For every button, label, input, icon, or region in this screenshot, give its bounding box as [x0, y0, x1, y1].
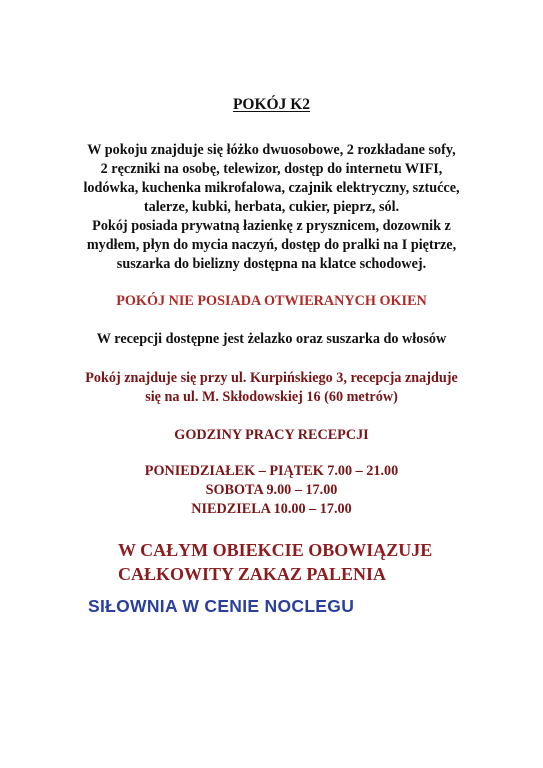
description-line: Pokój posiada prywatną łazienkę z prysznicem, dozownik z [92, 218, 451, 234]
smoking-ban-notice [118, 538, 432, 586]
hours-line: NIEDZIELA 10.00 – 17.00 [191, 501, 352, 517]
smoking-ban-line: CAŁKOWITY ZAKAZ PALENIA [118, 564, 387, 584]
room-description [0, 141, 543, 274]
address-line: się na ul. M. Skłodowskiej 16 (60 metrów) [145, 389, 398, 405]
hours-line: SOBOTA 9.00 – 17.00 [205, 482, 338, 498]
description-line: mydłem, płyn do mycia naczyń, dostęp do pralki na I piętrze, [86, 237, 457, 253]
reception-hours-title: GODZINY PRACY RECEPCJI [174, 427, 369, 443]
smoking-ban-line: W CAŁYM OBIEKCIE OBOWIĄZUJE [118, 540, 433, 560]
reception-hours [0, 462, 543, 519]
page-title: POKÓJ K2 [232, 96, 311, 113]
hours-line: PONIEDZIAŁEK – PIĄTEK 7.00 – 21.00 [144, 463, 399, 479]
reception-items-info: W recepcji dostępne jest żelazko oraz suszarka do włosów [96, 331, 447, 347]
gym-notice: SIŁOWNIA W CENIE NOCLEGU [88, 596, 355, 616]
address-info [0, 369, 543, 407]
description-line: suszarka do bielizny dostępna na klatce schodowej. [116, 256, 427, 272]
description-line: lodówka, kuchenka mikrofalowa, czajnik elektryczny, sztućce, [83, 180, 460, 196]
description-line: W pokoju znajduje się łóżko dwuosobowe, 2 rozkładane sofy, [87, 142, 456, 158]
no-windows-notice: POKÓJ NIE POSIADA OTWIERANYCH OKIEN [116, 293, 427, 309]
description-line: 2 ręczniki na osobę, telewizor, dostęp do internetu WIFI, [100, 161, 443, 177]
description-line: talerze, kubki, herbata, cukier, pieprz, sól. [143, 199, 400, 215]
address-line: Pokój znajduje się przy ul. Kurpińskiego 3, recepcja znajduje [85, 370, 458, 386]
